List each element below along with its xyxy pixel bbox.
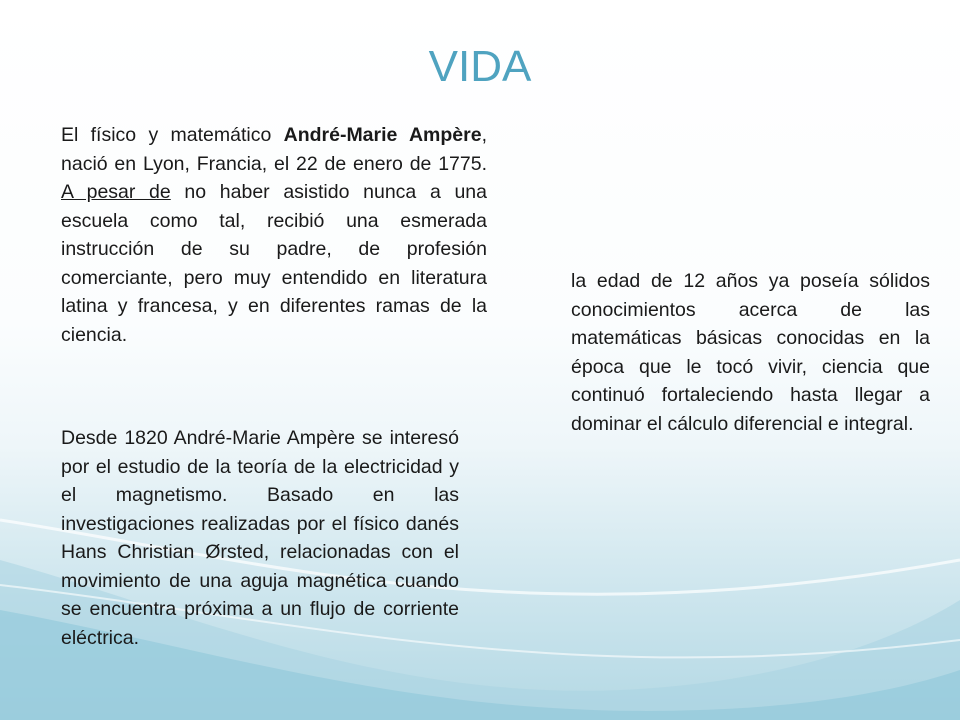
paragraph-childhood: la edad de 12 años ya poseía sólidos conocimientos acerca de las matemáticas básicas conocidas en la época que le tocó vivir, ciencia que continuó fortaleciendo hasta llegar a dominar el cálculo diferencial e integral. [571,270,930,435]
paragraph-biography-part1: El físico y matemático [61,124,284,146]
paragraph-biography-part2: , nació en Lyon, Francia, el 22 de enero de 1775. [61,124,487,175]
slide-title: VIDA [428,42,532,91]
paragraph-electricity: Desde 1820 André-Marie Ampère se interesó por el estudio de la teoría de la electricidad y el magnetismo. Basado en las investigaciones realizadas por el físico danés Hans Christian Ørsted, relacionadas con el movimiento de una aguja magnética cuando se encuentra próxima a un flujo de corriente eléctrica. [61,427,459,649]
name-bold: André-Marie Ampère [283,124,482,146]
underlined-phrase: A pesar de [61,181,171,203]
paragraph-biography [61,121,487,349]
paragraph-biography-part3: no haber asistido nunca a una escuela como tal, recibió una esmerada instrucción de su padre, de profesión comerciante, pero muy entendido en literatura latina y francesa, y en diferentes ramas de la ciencia. [61,181,487,346]
